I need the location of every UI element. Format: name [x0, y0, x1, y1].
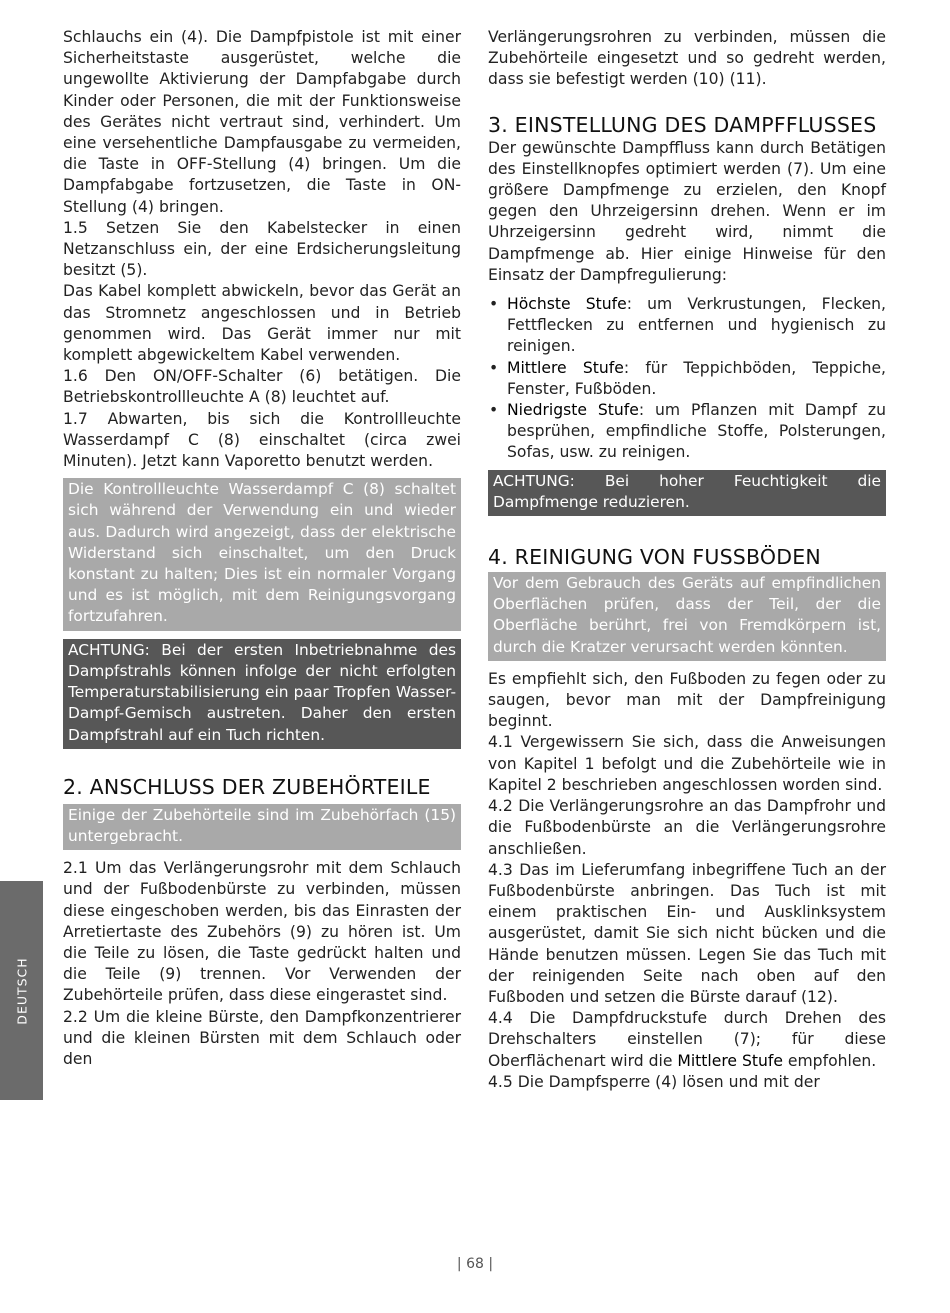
paragraph: Es empfiehlt sich, den Fußboden zu fegen oder zu saugen, bevor man mit der Dampfreinigung beginnt.	[488, 669, 886, 731]
page-number: | 68 |	[456, 1256, 494, 1272]
list-item-term: Niedrigste Stufe	[507, 401, 639, 420]
paragraph: 4.5 Die Dampfsperre (4) lösen und mit der	[488, 1072, 820, 1091]
paragraph: Das Kabel komplett abwickeln, bevor das Gerät an das Stromnetz angeschlossen und in Betrieb genommen wird. Das Gerät immer nur mit komplett abgewickeltem Kabel verwenden.	[63, 282, 461, 365]
info-note-box: Die Kontrollleuchte Wasserdampf C (8) schaltet sich während der Verwendung ein und wieder aus. Dadurch wird angezeigt, dass der elektrische Widerstand sich einschaltet, um den Druck konstant zu halten; Dies ist ein normaler Vorgang und es ist möglich, mit dem Reinigungsvorgang fortzufahren.	[63, 478, 461, 630]
paragraph: 4.1 Vergewissern Sie sich, dass die Anweisungen von Kapitel 1 befolgt und die Zubehörteile wie in Kapitel 2 beschrieben angeschlossen worden sind.	[488, 733, 886, 794]
side-tab-label: DEUTSCH	[14, 956, 29, 1025]
paragraph: 2.1 Um das Verlängerungsrohr mit dem Schlauch und der Fußbodenbürste zu verbinden, müssen diese eingeschoben werden, bis das Einrasten der Arretiertaste des Zubehörs (9) zu hören ist. Um die Teile zu lösen, die Taste gedrückt halten und die Teile (9) trennen. Vor Verwenden der Zubehörteile prüfen, dass diese eingerastet sind.	[63, 859, 461, 1005]
paragraph: Schlauchs ein (4). Die Dampfpistole ist mit einer Sicherheitstaste ausgerüstet, welche die ungewollte Aktivierung der Dampfabgabe durch Kinder oder Personen, die mit der Funktionsweise des Gerätes nicht vertraut sind, verhindert. Um eine versehentliche Dampfausgabe zu vermeiden, die Taste in OFF-Stellung (4) bringen. Um die Dampfabgabe fortzusetzen, die Taste in ON-Stellung (4) bringen.	[63, 28, 461, 216]
paragraph: 4.3 Das im Lieferumfang inbegriffene Tuch an der Fußbodenbürste anbringen. Das Tuch ist mit einem praktischen Ein- und Ausklinksystem ausgerüstet, damit Sie sich nicht bücken und die Hände benutzen müssen. Legen Sie das Tuch mit der reinigenden Seite nach oben auf den Fußboden und setzen die Bürste darauf (12).	[488, 860, 886, 1006]
inline-term: Mittlere Stufe	[677, 1051, 783, 1070]
right-column	[488, 27, 886, 1093]
info-note-box: Vor dem Gebrauch des Geräts auf empfindlichen Oberflächen prüfen, dass der Teil, der die Oberfläche berührt, frei von Fremdkörpern ist, durch die Kratzer verursacht werden könnten.	[488, 572, 886, 661]
list-item-text: : um Verkrustungen, Flecken, Fettflecken zu entfernen und hygienisch zu reinigen.	[507, 295, 886, 356]
steam-level-list	[488, 294, 886, 464]
info-note-box: Einige der Zubehörteile sind im Zubehörfach (15) untergebracht.	[63, 804, 461, 850]
list-item-term: Mittlere Stufe	[507, 358, 624, 377]
paragraph: 1.7 Abwarten, bis sich die Kontrollleuchte Wasserdampf C (8) einschaltet (circa zwei Minuten). Jetzt kann Vaporetto benutzt werden.	[63, 409, 461, 471]
section-heading: 4. REINIGUNG VON FUSSBÖDEN	[488, 545, 821, 570]
list-item-term: Höchste Stufe	[507, 295, 627, 314]
left-column	[63, 27, 461, 1070]
paragraph: 1.5 Setzen Sie den Kabelstecker in einen Netzanschluss ein, der eine Erdsicherungsleitung besitzt (5).	[63, 218, 461, 280]
list-item-text: : für Teppichböden, Teppiche, Fenster, Fußböden.	[507, 358, 886, 398]
list-item	[507, 294, 886, 358]
list-item	[507, 400, 886, 464]
warning-box: ACHTUNG: Bei hoher Feuchtigkeit die Dampfmenge reduzieren.	[488, 470, 886, 516]
paragraph: Der gewünschte Dampffluss kann durch Betätigen des Einstellknopfes optimiert werden (7). Um eine größere Dampfmenge zu erzielen, den Knopf gegen den Uhrzeigersinn drehen. Wenn er im Uhrzeigersinn gedreht wird, nimmt die Dampfmenge ab. Hier einige Hinweise für den Einsatz der Dampfregulierung:	[488, 138, 886, 284]
section-heading: 3. EINSTELLUNG DES DAMPFFLUSSES	[488, 112, 877, 137]
list-item-text: : um Pflanzen mit Dampf zu besprühen, empfindliche Stoffe, Polsterungen, Sofas, usw. zu reinigen.	[507, 401, 886, 462]
paragraph: 4.2 Die Verlängerungsrohre an das Dampfrohr und die Fußbodenbürste an die Verlängerungsrohre anschließen.	[488, 797, 886, 858]
warning-box: ACHTUNG: Bei der ersten Inbetriebnahme des Dampfstrahls können infolge der nicht erfolgten Temperaturstabilisierung ein paar Tropfen Wasser-Dampf-Gemisch austreten. Daher den ersten Dampfstrahl auf ein Tuch richten.	[63, 639, 461, 749]
paragraph	[488, 1008, 886, 1072]
paragraph: Verlängerungsrohren zu verbinden, müssen die Zubehörteile eingesetzt und so gedreht werden, dass sie befestigt werden (10) (11).	[488, 28, 886, 89]
paragraph-text: empfohlen.	[782, 1051, 877, 1070]
paragraph: 2.2 Um die kleine Bürste, den Dampfkonzentrierer und die kleinen Bürsten mit dem Schlauch oder den	[63, 1007, 461, 1068]
paragraph: 1.6 Den ON/OFF-Schalter (6) betätigen. Die Betriebskontrollleuchte A (8) leuchtet auf.	[63, 367, 461, 407]
language-side-tab	[0, 881, 43, 1100]
paragraph-text: 4.4 Die Dampfdruckstufe durch Drehen des Drehschalters einstellen (7); für diese Oberflächenart wird die	[488, 1009, 886, 1070]
section-heading: 2. ANSCHLUSS DER ZUBEHÖRTEILE	[63, 774, 431, 799]
list-item	[507, 358, 886, 400]
